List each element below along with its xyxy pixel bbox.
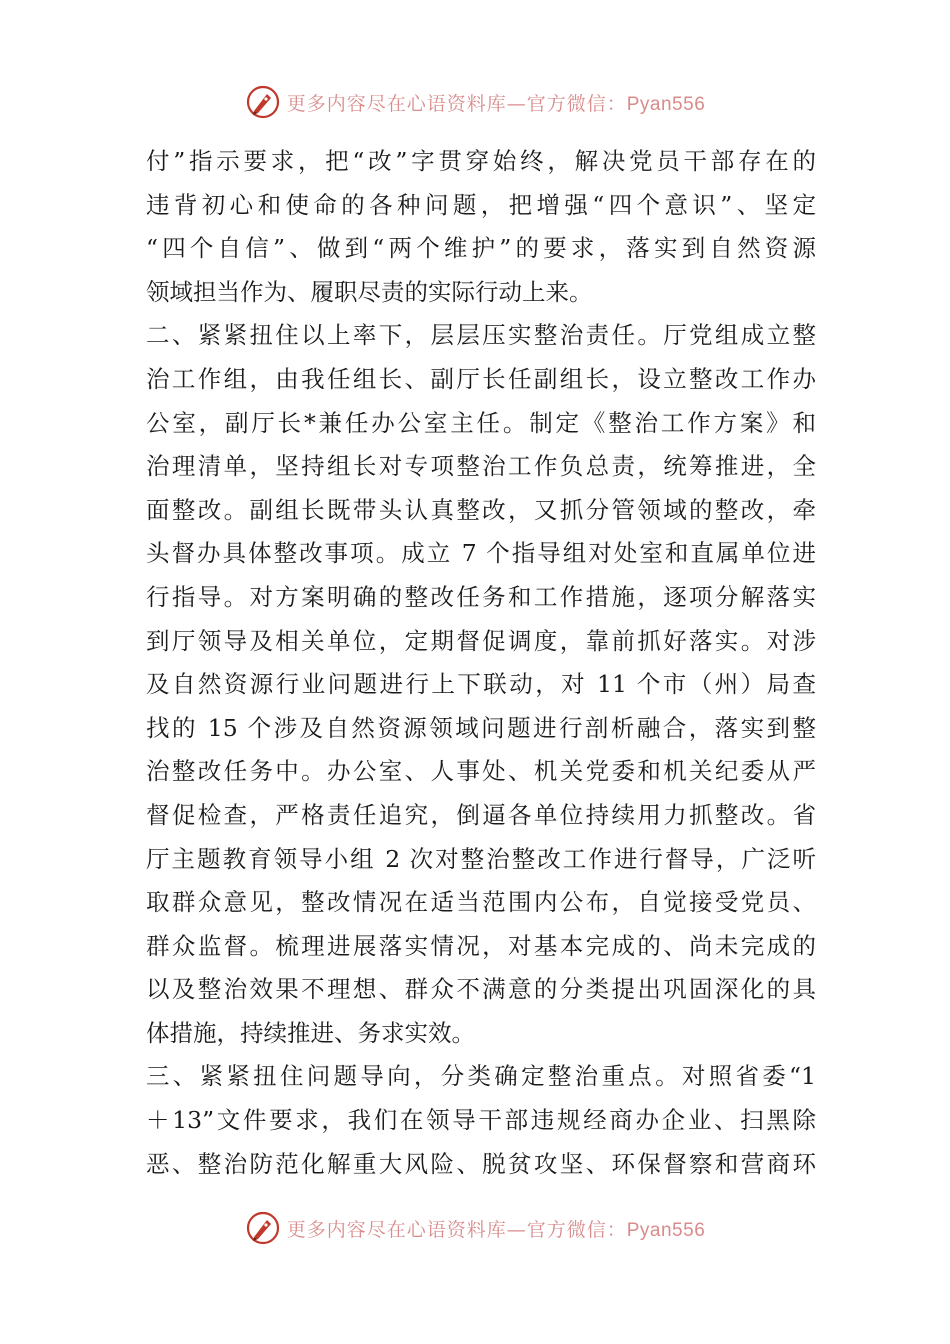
text-line: 三、紧紧扭住问题导向，分类确定整治重点。对照省委“1	[146, 1062, 816, 1091]
pen-nib-logo-icon	[245, 1210, 281, 1246]
pen-nib-logo-icon	[245, 84, 281, 120]
text-line: 厅主题教育领导小组 2 次对整治整改工作进行督导，广泛听	[146, 844, 816, 873]
text-line: 领域担当作为、履职尽责的实际行动上来。	[146, 277, 593, 306]
text-line: 督促检查，严格责任追究，倒逼各单位持续用力抓整改。省	[146, 800, 816, 829]
text-line: 行指导。对方案明确的整改任务和工作措施，逐项分解落实	[146, 582, 816, 611]
text-line: 头督办具体整改事项。成立 7 个指导组对处室和直属单位进	[146, 539, 816, 568]
text-line: 面整改。副组长既带头认真整改，又抓分管领域的整改，牵	[146, 495, 816, 524]
text-line: 取群众意见，整改情况在适当范围内公布，自觉接受党员、	[146, 888, 816, 917]
watermark-text: 更多内容尽在心语资料库—官方微信：	[286, 1218, 627, 1241]
text-line: 二、紧紧扭住以上率下，层层压实整治责任。厅党组成立整	[146, 321, 816, 350]
text-line: 治理清单，坚持组长对专项整治工作负总责，统筹推进，全	[146, 452, 816, 481]
body-text	[146, 140, 816, 1186]
header-watermark	[0, 82, 950, 122]
text-line: 体措施，持续推进、务求实效。	[146, 1018, 475, 1047]
watermark-text: 更多内容尽在心语资料库—官方微信：	[286, 92, 627, 115]
text-line: ＋13”文件要求，我们在领导干部违规经商办企业、扫黑除	[146, 1106, 816, 1135]
text-line: 以及整治效果不理想、群众不满意的分类提出巩固深化的具	[146, 975, 816, 1004]
watermark-wechat-id: Pyan556	[626, 93, 706, 115]
text-line: 恶、整治防范化解重大风险、脱贫攻坚、环保督察和营商环	[146, 1149, 816, 1178]
text-line: 公室，副厅长*兼任办公室主任。制定《整治工作方案》和	[146, 408, 816, 437]
text-line: 违背初心和使命的各种问题，把增强“四个意识”、坚定	[146, 190, 816, 219]
text-line: 群众监督。梳理进展落实情况，对基本完成的、尚未完成的	[146, 931, 816, 960]
text-line: 治整改任务中。办公室、人事处、机关党委和机关纪委从严	[146, 757, 816, 786]
watermark-wechat-id: Pyan556	[626, 1219, 706, 1241]
text-line: 找的 15 个涉及自然资源领域问题进行剖析融合，落实到整	[146, 713, 816, 742]
footer-watermark	[0, 1208, 950, 1248]
text-line: “四个自信”、做到“两个维护”的要求，落实到自然资源	[146, 234, 816, 263]
text-line: 及自然资源行业问题进行上下联动，对 11 个市（州）局查	[146, 670, 816, 699]
text-line: 治工作组，由我任组长、副厅长任副组长，设立整改工作办	[146, 364, 816, 393]
text-line: 付”指示要求，把“改”字贯穿始终，解决党员干部存在的	[146, 147, 816, 175]
text-line: 到厅领导及相关单位，定期督促调度，靠前抓好落实。对涉	[146, 626, 816, 655]
